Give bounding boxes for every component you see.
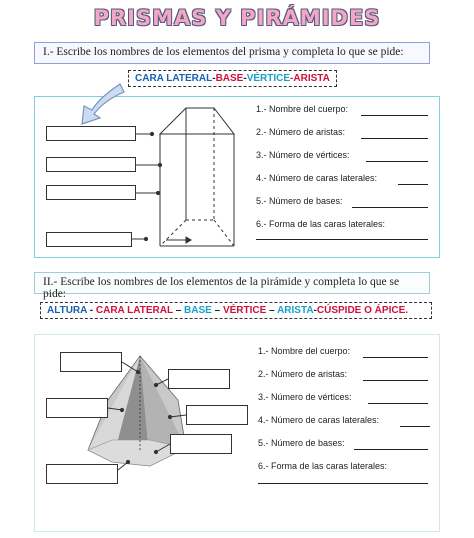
section2-heading [34, 272, 430, 300]
pyramid-answer-box-6[interactable] [46, 464, 118, 484]
prism-question-1: 1.- Nombre del cuerpo: [256, 104, 349, 114]
section2-word-3: – [172, 305, 185, 316]
prism-answer-line-2[interactable] [361, 138, 428, 139]
prism-question-2: 2.- Número de aristas: [256, 127, 346, 137]
prism-answer-line-6[interactable] [256, 239, 428, 240]
prism-question-4: 4.- Número de caras laterales: [256, 173, 378, 183]
section1-word-0: CARA LATERAL [135, 73, 213, 84]
section1-word-4: VÉRTICE [246, 73, 291, 84]
pyramid-answer-line-6[interactable] [258, 483, 428, 484]
prism-answer-box-2[interactable] [46, 157, 136, 172]
pyramid-answer-box-2[interactable] [168, 369, 230, 389]
pyramid-answer-line-4[interactable] [400, 426, 430, 427]
prism-answer-box-3[interactable] [46, 185, 136, 200]
section2-word-0: ALTURA [47, 305, 87, 316]
section2-word-6: VÉRTICE [222, 305, 267, 316]
pyramid-answer-line-5[interactable] [354, 449, 428, 450]
pyramid-question-1: 1.- Nombre del cuerpo: [258, 346, 351, 356]
prism-answer-box-1[interactable] [46, 126, 136, 141]
prism-question-5: 5.- Número de bases: [256, 196, 343, 206]
section1-word-1: - [212, 73, 216, 84]
section1-word-3: - [243, 73, 247, 84]
section2-word-2: CARA LATERAL [95, 305, 173, 316]
pyramid-question-2: 2.- Número de aristas: [258, 369, 348, 379]
pyramid-answer-box-3[interactable] [46, 398, 108, 418]
page-title: PRISMAS Y PIRÁMIDES [93, 6, 381, 30]
prism-question-6: 6.- Forma de las caras laterales: [256, 219, 386, 229]
section2-word-9: - [313, 305, 317, 316]
section2-word-10: CÚSPIDE O ÁPICE. [316, 305, 409, 316]
pyramid-answer-line-1[interactable] [363, 357, 428, 358]
pyramid-question-6: 6.- Forma de las caras laterales: [258, 461, 388, 471]
pyramid-answer-box-1[interactable] [60, 352, 122, 372]
prism-question-3: 3.- Número de vértices: [256, 150, 350, 160]
prism-connectors [132, 132, 191, 243]
pyramid-question-3: 3.- Número de vértices: [258, 392, 352, 402]
section1-word-2: BASE [215, 73, 244, 84]
prism-answer-line-1[interactable] [361, 115, 428, 116]
prism-figure [160, 108, 234, 246]
arrow-icon [82, 84, 124, 124]
section2-word-8: ARISTA [277, 305, 314, 316]
section2-word-1: - [87, 305, 96, 316]
pyramid-answer-line-2[interactable] [363, 380, 428, 381]
pyramid-answer-box-4[interactable] [186, 405, 248, 425]
pyramid-question-5: 5.- Número de bases: [258, 438, 345, 448]
prism-answer-line-4[interactable] [398, 184, 428, 185]
section2-heading-text: II.- Escribe los nombres de los elementos de la pirámide y completa lo que se pide: [43, 276, 400, 300]
section2-word-bank [40, 302, 432, 319]
prism-answer-box-4[interactable] [46, 232, 132, 247]
section1-heading-text: I.- Escribe los nombres de los elementos del prisma y completa lo que se pide: [43, 46, 404, 58]
pyramid-answer-line-3[interactable] [368, 403, 428, 404]
prism-answer-line-5[interactable] [352, 207, 428, 208]
prism-answer-line-3[interactable] [366, 161, 428, 162]
section2-word-7: – [266, 305, 278, 316]
section1-word-5: -ARISTA [290, 73, 330, 84]
pyramid-question-4: 4.- Número de caras laterales: [258, 415, 380, 425]
section2-word-5: – [211, 305, 223, 316]
pyramid-answer-box-5[interactable] [170, 434, 232, 454]
section2-word-4: BASE [184, 305, 212, 316]
